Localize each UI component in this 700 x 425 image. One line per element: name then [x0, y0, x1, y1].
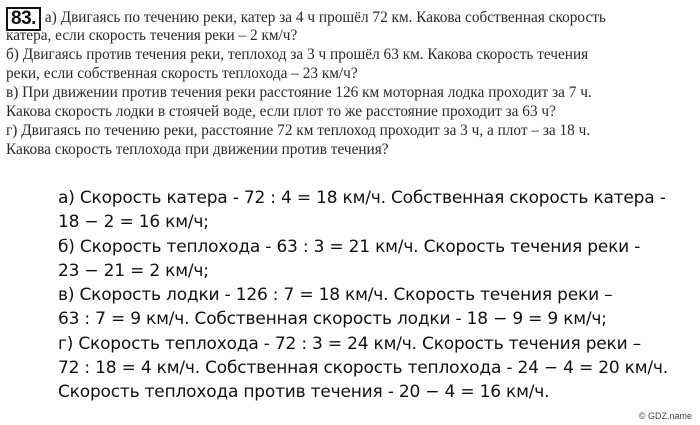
- solution-text: [58, 186, 698, 405]
- problem-line-7: г) Двигаясь по течению реки, расстояние 72 км теплоход проходит за 3 ч, а плот – за 18 ч.: [6, 122, 591, 139]
- problem-line-8: Какова скорость теплохода при движении против течения?: [6, 141, 389, 158]
- solution-line-6: 63 : 7 = 9 км/ч. Собственная скорость лодки - 18 − 9 = 9 км/ч;: [58, 309, 607, 330]
- solution-line-1: а) Скорость катера - 72 : 4 = 18 км/ч. Собственная скорость катера -: [58, 188, 666, 208]
- problem-text: [6, 7, 696, 159]
- solution-line-8: 72 : 18 = 4 км/ч. Собственная скорость теплохода - 24 − 4 = 20 км/ч.: [58, 358, 668, 379]
- solution-line-9: Скорость теплохода против течения - 20 − 4 = 16 км/ч.: [58, 382, 550, 403]
- problem-line-1: [6, 7, 696, 29]
- solution-line-5: в) Скорость лодки - 126 : 7 = 18 км/ч. Скорость течения реки –: [58, 285, 613, 306]
- problem-line-5: в) При движении против течения реки расстояние 126 км моторная лодка проходит за 7 ч.: [6, 84, 592, 101]
- solution-line-2: 18 − 2 = 16 км/ч;: [58, 212, 209, 233]
- solution-line-7: г) Скорость теплохода - 72 : 3 = 24 км/ч. Скорость течения реки –: [58, 333, 641, 354]
- problem-line-2: катера, если скорость течения реки – 2 км/ч?: [6, 27, 298, 44]
- solution-line-4: 23 − 21 = 2 км/ч;: [58, 260, 209, 281]
- watermark: © GDZ.name: [638, 411, 692, 421]
- problem-line-3: б) Двигаясь против течения реки, теплоход за 3 ч прошёл 63 км. Какова скорость течения: [6, 46, 589, 63]
- problem-line-text: а) Двигаясь по течению реки, катер за 4 ч прошёл 72 км. Какова собственная скорость: [44, 9, 606, 26]
- problem-number: 83.: [6, 7, 41, 31]
- solution-line-3: б) Скорость теплохода - 63 : 3 = 21 км/ч. Скорость течения реки -: [58, 236, 641, 257]
- problem-line-6: Какова скорость лодки в стоячей воде, если плот то же расстояние проходит за 63 ч?: [6, 103, 556, 120]
- problem-line-4: реки, если собственная скорость теплохода – 23 км/ч?: [6, 65, 358, 82]
